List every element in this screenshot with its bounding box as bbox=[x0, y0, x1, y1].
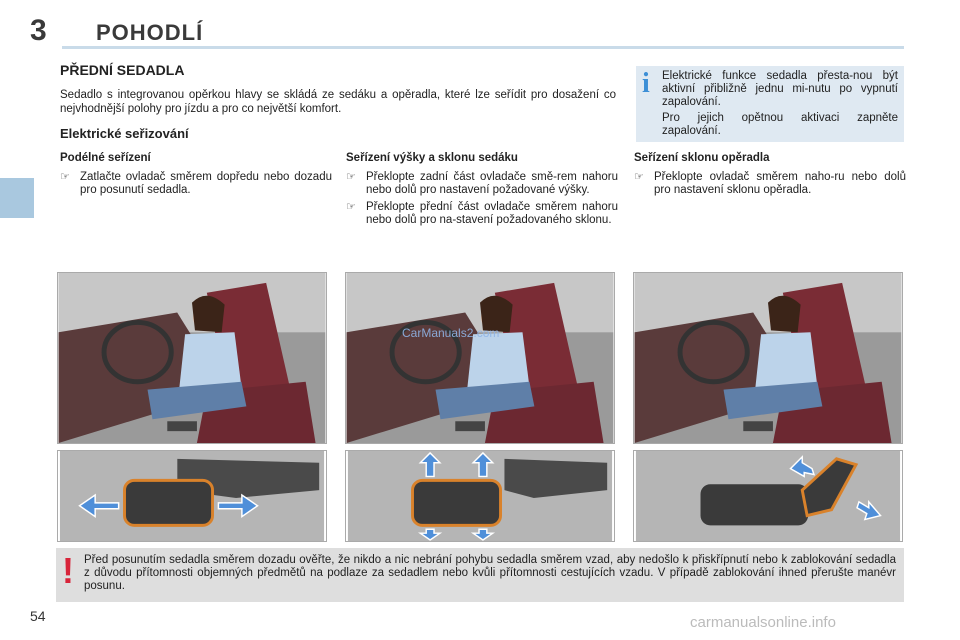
intro-paragraph: Sedadlo s integrovanou opěrkou hlavy se skládá ze sedáku a opěradla, které lze seřídit pro dosažení co nejvhodnější polohy pro jízdu a pro co největší komfort. bbox=[60, 89, 616, 115]
footer-watermark: carmanualsonline.info bbox=[690, 614, 836, 631]
pointing-hand-icon: ☞ bbox=[634, 171, 644, 183]
chapter-title: POHODLÍ bbox=[96, 20, 204, 45]
column-longitudinal bbox=[60, 152, 332, 201]
column-height-tilt bbox=[346, 152, 618, 231]
control-detail-backrest bbox=[633, 450, 903, 542]
seat-photo-backrest bbox=[633, 272, 903, 444]
column-backrest bbox=[634, 152, 906, 201]
warning-box bbox=[56, 548, 904, 602]
info-box bbox=[636, 66, 904, 142]
bullet-item bbox=[634, 171, 906, 197]
info-paragraph: Pro jejich opětnou aktivaci zapněte zapalování. bbox=[662, 112, 898, 137]
warning-text: Před posunutím sedadla směrem dozadu ověřte, že nikdo a nic nebrání pohybu sedadla směrem vzad, aby nedošlo k přiskřípnutí nebo k zablokování sedadla z důvodu přítomnosti objemných předmětů na podlaze za sedadlem nebo kvůli přítomnosti cestujících vzadu. V případě zablokování ihned přerušte manévr posunu. bbox=[84, 554, 896, 592]
bullet-item bbox=[346, 201, 618, 227]
page-number: 54 bbox=[30, 608, 46, 624]
control-detail-height-tilt bbox=[345, 450, 615, 542]
subsection-title: Elektrické seřizování bbox=[60, 126, 189, 141]
photo-watermark: CarManuals2.com bbox=[402, 326, 500, 340]
exclamation-icon: ! bbox=[62, 550, 74, 591]
bullet-item bbox=[60, 171, 332, 197]
bullet-text: Překlopte zadní část ovladače smě-rem nahoru nebo dolů pro nastavení požadované výšky. bbox=[366, 171, 618, 196]
info-icon: i bbox=[642, 68, 650, 99]
bullet-item bbox=[346, 171, 618, 197]
chapter-side-tab bbox=[0, 178, 34, 218]
seat-photo-height-tilt bbox=[345, 272, 615, 444]
title-rule bbox=[62, 46, 904, 49]
pointing-hand-icon: ☞ bbox=[60, 171, 70, 183]
control-detail-longitudinal bbox=[57, 450, 327, 542]
pointing-hand-icon: ☞ bbox=[346, 201, 356, 213]
column-heading: Podélné seřízení bbox=[60, 152, 151, 164]
section-title: PŘEDNÍ SEDADLA bbox=[60, 62, 185, 78]
bullet-text: Zatlačte ovladač směrem dopředu nebo dozadu pro posunutí sedadla. bbox=[80, 171, 332, 196]
info-text bbox=[662, 70, 898, 138]
bullet-text: Překlopte ovladač směrem naho-ru nebo dolů pro nastavení sklonu opěradla. bbox=[654, 171, 906, 196]
chapter-number: 3 bbox=[30, 14, 47, 47]
bullet-text: Překlopte přední část ovladače směrem nahoru nebo dolů pro na-stavení požadovaného sklonu. bbox=[366, 201, 618, 226]
column-heading: Seřízení sklonu opěradla bbox=[634, 152, 770, 164]
column-heading: Seřízení výšky a sklonu sedáku bbox=[346, 152, 518, 164]
seat-photo-longitudinal bbox=[57, 272, 327, 444]
pointing-hand-icon: ☞ bbox=[346, 171, 356, 183]
info-paragraph: Elektrické funkce sedadla přesta-nou být aktivní přibližně jednu mi-nutu po vypnutí zapalování. bbox=[662, 70, 898, 108]
